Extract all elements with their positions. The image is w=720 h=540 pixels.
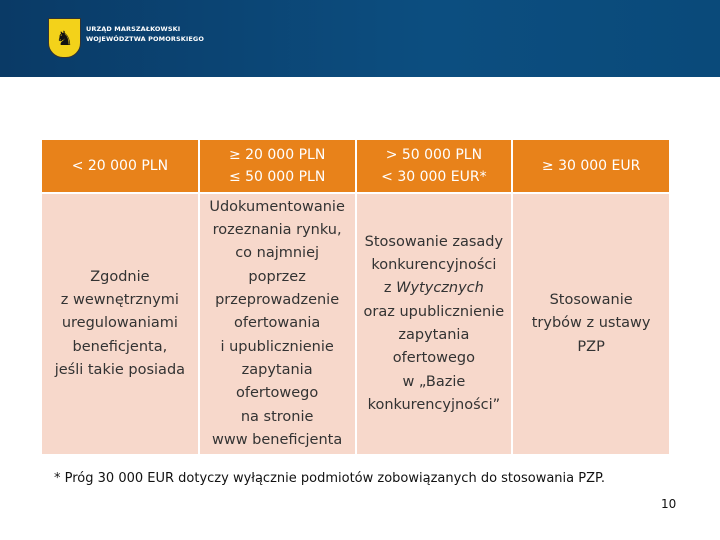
table-row <box>42 193 669 454</box>
cell-20000-50000: Udokumentowanie rozeznania rynku, co najmniej poprzez przeprowadzenie ofertowania i upublicznienie zapytania ofertowego na stronie www beneficjenta <box>199 193 356 454</box>
header-cell: ≥ 30 000 EUR <box>512 140 669 193</box>
header-cell: > 50 000 PLN < 30 000 EUR* <box>356 140 513 193</box>
footnote: * Próg 30 000 EUR dotyczy wyłącznie podmiotów zobowiązanych do stosowania PZP. <box>54 471 605 486</box>
table-header-row <box>42 140 669 193</box>
header-cell: < 20 000 PLN <box>42 140 199 193</box>
header-banner <box>0 0 720 77</box>
cell-50000-30000eur: Stosowanie zasady konkurencyjności z Wytycznych oraz upublicznienie zapytania ofertowego w „Bazie konkurencyjności” <box>356 193 513 454</box>
org-name <box>86 24 204 44</box>
cell-over-30000eur: Stosowanie trybów z ustawy PZP <box>512 193 669 454</box>
griffin-crest-icon: ♞ <box>48 18 81 58</box>
thresholds-table <box>42 140 669 454</box>
cell-under-20000: Zgodnie z wewnętrznymi uregulowaniami beneficjenta, jeśli takie posiada <box>42 193 199 454</box>
header-cell: ≥ 20 000 PLN ≤ 50 000 PLN <box>199 140 356 193</box>
org-name-line2: WOJEWÓDZTWA POMORSKIEGO <box>86 35 204 43</box>
org-name-line1: URZĄD MARSZAŁKOWSKI <box>86 25 181 33</box>
page-number: 10 <box>661 497 677 511</box>
